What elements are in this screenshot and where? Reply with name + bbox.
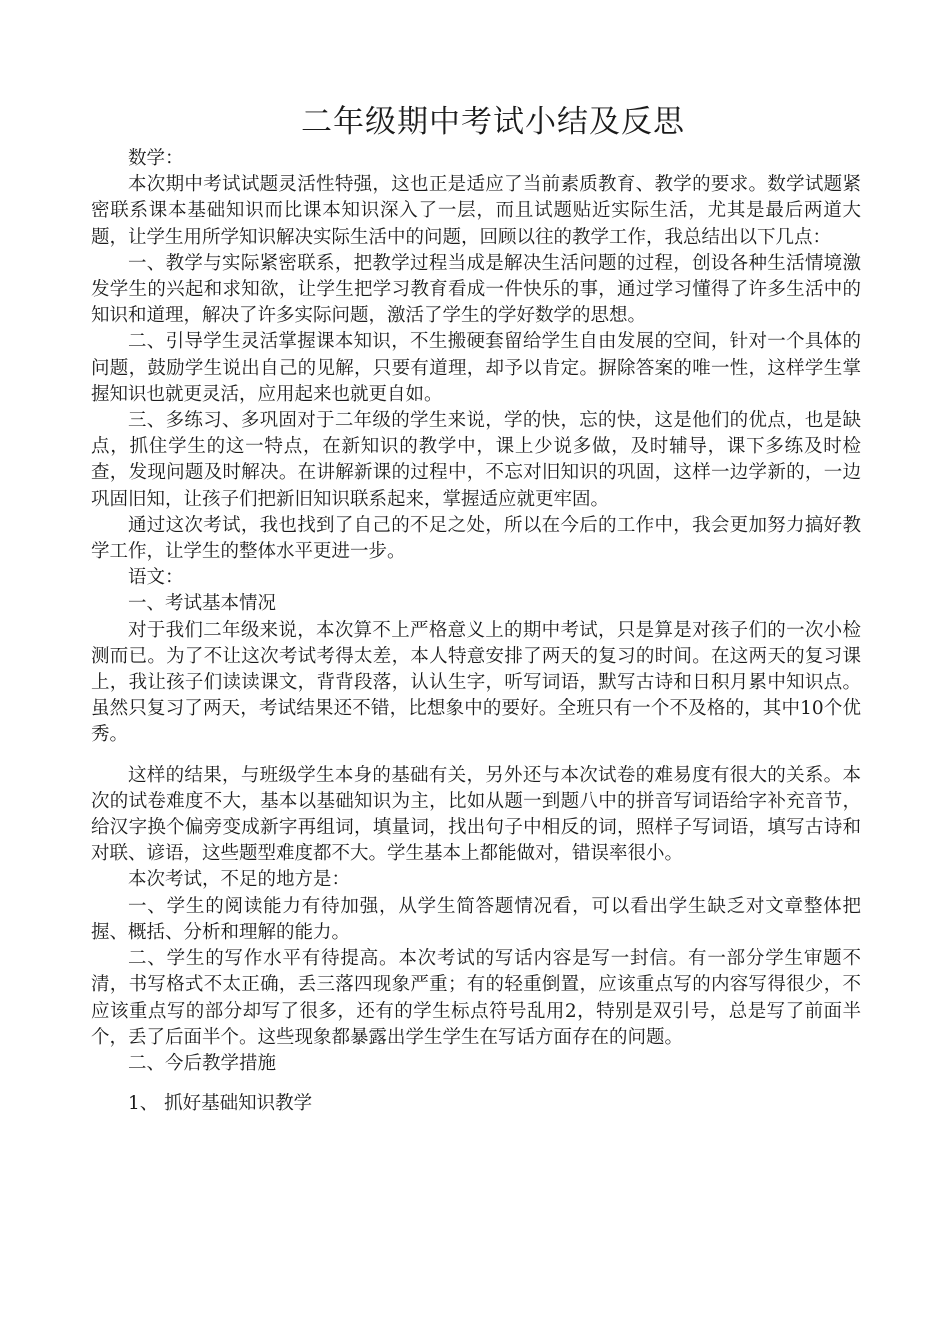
section-heading-chinese: 语文： <box>128 567 184 589</box>
paragraph-shortcomings-intro: 本次考试，不足的地方是： <box>128 869 351 891</box>
paragraph-math-point-3: 三、多练习、多巩固对于二年级的学生来说，学的快，忘的快，这是他们的优点，也是缺点，抓住学生的这一特点，在新知识的教学中，课上少说多做，及时辅导，课下多练及时检查，发现问题及时解决。在讲解新课的过程中，不忘对旧知识的巩固，这样一边学新的，一边巩固旧知，让孩子们把新旧知识联系起来，掌握适应就更牢固。 <box>91 410 861 510</box>
paragraph-exam-analysis: 这样的结果，与班级学生本身的基础有关，另外还与本次试卷的难易度有很大的关系。本次的试卷难度不大，基本以基础知识为主，比如从题一到题八中的拼音写词语给字补充音节，给汉字换个偏旁变成新字再组词，填量词，找出句子中相反的词，照样子写词语，填写古诗和对联、谚语，这些题型难度都不大。学生基本上都能做对，错误率很小。 <box>91 764 861 865</box>
list-item-measure-1: 1、 抓好基础知识教学 <box>128 1093 313 1115</box>
document-body <box>91 146 861 1117</box>
paragraph-shortcoming-2: 二、学生的写作水平有待提高。本次考试的写话内容是写一封信。有一部分学生审题不清，书写格式不太正确，丢三落四现象严重；有的轻重倒置，应该重点写的内容写得很少，不应该重点写的部分却写了很多，还有的学生标点符号乱用2，特别是双引号，总是写了前面半个，丢了后面半个。这些现象都暴露出学生学生在写话方面存在的问题。 <box>91 948 861 1048</box>
paragraph-math-intro: 本次期中考试试题灵活性特强，这也正是适应了当前素质教育、教学的要求。数学试题紧密联系课本基础知识而比课本知识深入了一层，而且试题贴近实际生活，尤其是最后两道大题，让学生用所学知识解决实际生活中的问题，回顾以往的教学工作，我总结出以下几点： <box>91 174 861 248</box>
paragraph-math-conclusion: 通过这次考试，我也找到了自己的不足之处，所以在今后的工作中，我会更加努力搞好教学工作，让学生的整体水平更进一步。 <box>91 514 861 563</box>
paragraph-math-point-1: 一、教学与实际紧密联系，把教学过程当成是解决生活问题的过程，创设各种生活情境激发学生的兴起和求知欲，让学生把学习教育看成一件快乐的事，通过学习懂得了许多生活中的知识和道理，解决了许多实际问题，激活了学生的学好数学的思想。 <box>91 252 861 327</box>
subheading-future-measures: 二、今后教学措施 <box>128 1052 277 1074</box>
paragraph-math-point-2: 二、引导学生灵活掌握课本知识，不生搬硬套留给学生自由发展的空间，针对一个具体的问题，鼓励学生说出自己的见解，只要有道理，却予以肯定。摒除答案的唯一性，这样学生掌握知识也就更灵活，应用起来也就更自如。 <box>91 331 861 405</box>
section-heading-math: 数学： <box>128 148 184 169</box>
subheading-exam-situation: 一、考试基本情况 <box>128 593 277 615</box>
document-title: 二年级期中考试小结及反思 <box>301 104 685 140</box>
paragraph-exam-situation: 对于我们二年级来说，本次算不上严格意义上的期中考试，只是算是对孩子们的一次小检测而已。为了不让这次考试考得太差，本人特意安排了两天的复习的时间。在这两天的复习课上，我让孩子们读读课文，背背段落，认认生字，听写词语，默写古诗和日积月累中知识点。虽然只复习了两天，考试结果还不错，比想象中的要好。全班只有一个不及格的，其中10个优秀。 <box>91 619 861 746</box>
paragraph-shortcoming-1: 一、学生的阅读能力有待加强，从学生简答题情况看，可以看出学生缺乏对文章整体把握、概括、分析和理解的能力。 <box>91 895 861 943</box>
